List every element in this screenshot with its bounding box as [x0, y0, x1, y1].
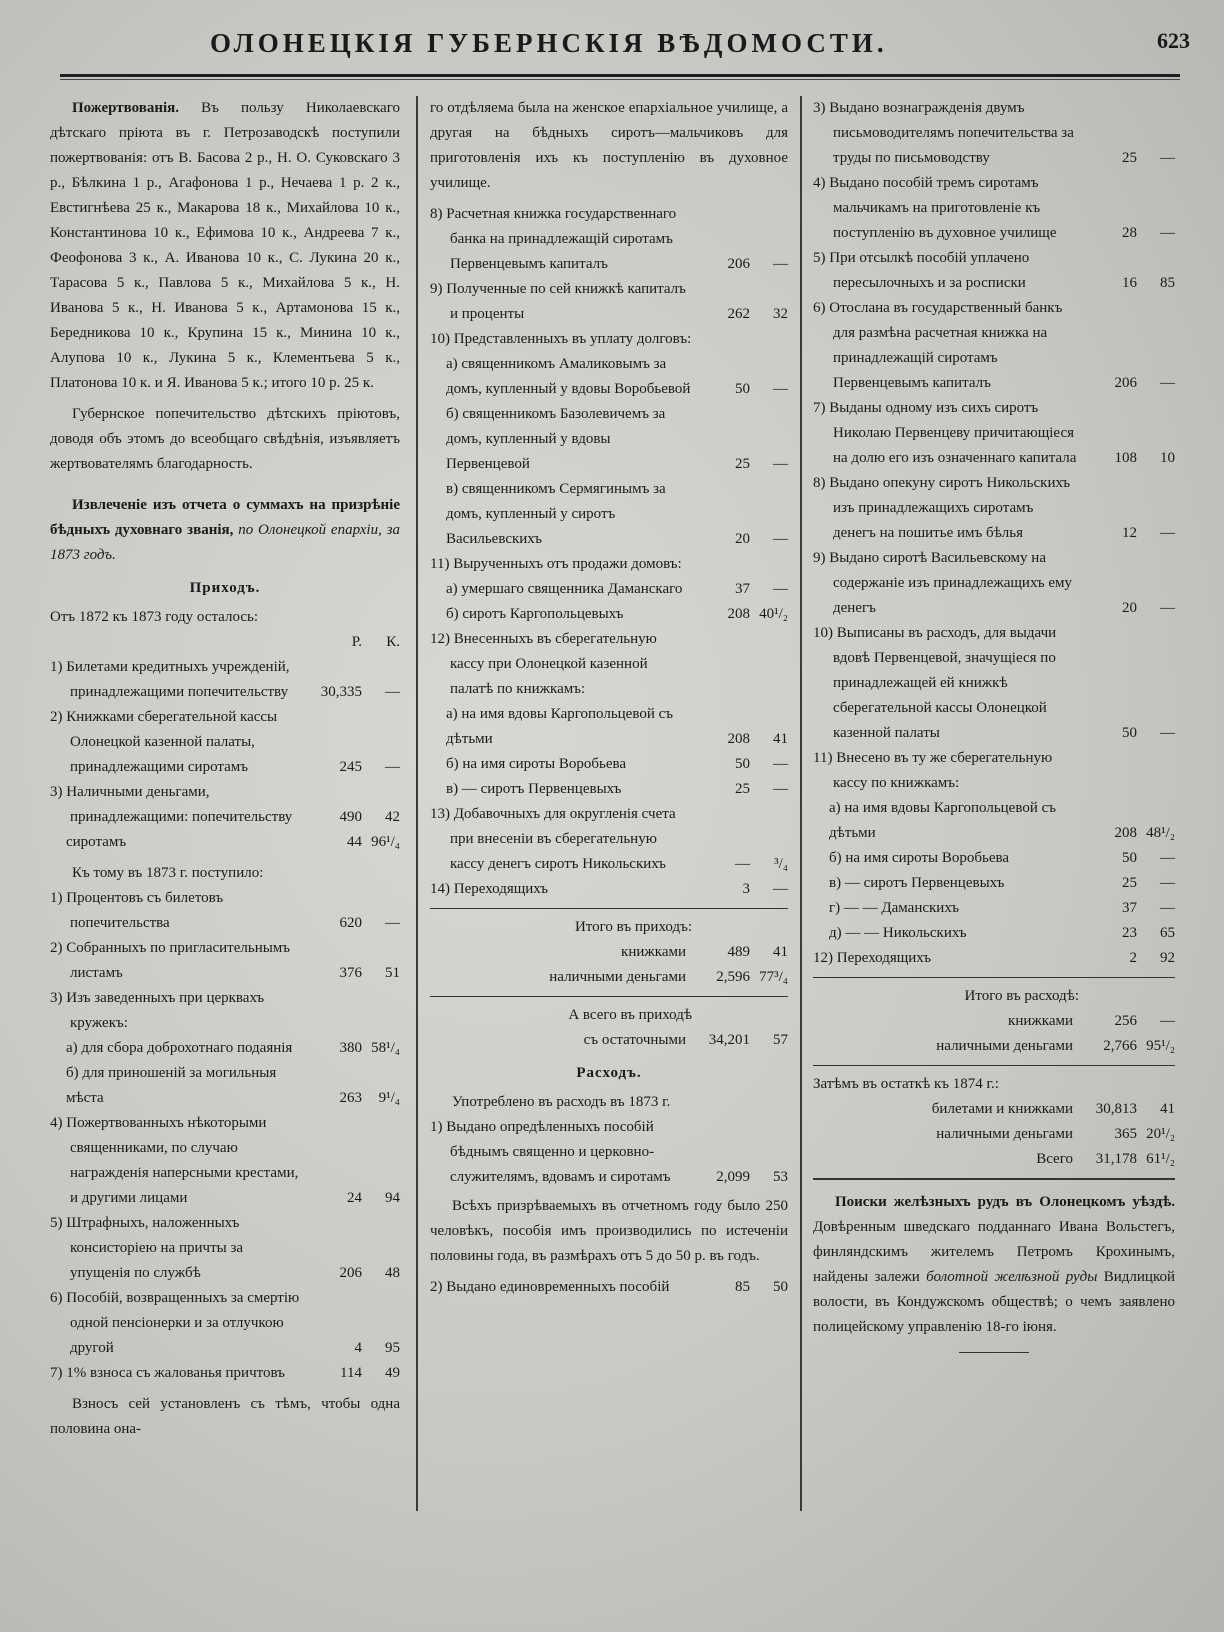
ledger-row	[813, 871, 1175, 896]
ledger-rubles: 16	[1122, 275, 1137, 291]
ledger-item-text: д) — — Никольскихъ	[829, 925, 967, 941]
ledger-item-text: в) — сиротъ Первенцевыхъ	[829, 875, 1005, 891]
ledger-item-text: 13) Добавочныхъ для округленія счета при внесеніи въ сберегательную кассу денегъ сиротъ Никольскихъ	[430, 806, 676, 872]
ledger-item-text: а) на имя вдовы Каргопольцевой съ дѣтьми	[446, 706, 674, 747]
ledger-kopecks: ³/₄	[774, 856, 788, 872]
ledger-rubles: 206	[727, 256, 750, 272]
divider	[430, 908, 788, 909]
ledger-rubles: 30,335	[320, 684, 362, 700]
ledger-rubles: 490	[339, 809, 362, 825]
column-divider-right	[800, 96, 802, 1511]
ledger-rubles: 28	[1122, 225, 1137, 241]
ledger-rubles: 3	[742, 881, 750, 897]
ledger-row	[50, 705, 400, 780]
ledger-rubles: 376	[339, 965, 362, 981]
ledger-row	[430, 777, 788, 802]
income-items-list	[430, 202, 788, 902]
divider	[813, 1065, 1175, 1066]
ledger-item-text: 14) Переходящихъ	[430, 881, 548, 897]
ledger-rubles: 4	[354, 1340, 362, 1356]
ledger-item-text: 8) Расчетная книжка государственнаго банка на принадлежащій сиротамъ Первенцевымъ капиталъ	[430, 206, 677, 272]
ledger-kopecks: 48¹/₂	[1146, 825, 1175, 841]
ledger-item-text: 5) При отсылкѣ пособій уплачено пересылочныхъ и за росписки	[813, 250, 1030, 291]
ledger-rubles: 206	[339, 1265, 362, 1281]
received-line: Къ тому въ 1873 г. поступило:	[72, 865, 264, 881]
ledger-item-text: 1) Билетами кредитныхъ учрежденій, принадлежащими попечительству	[50, 659, 290, 700]
page-number: 623	[1157, 28, 1190, 53]
ledger-item-text: 4) Пожертвованныхъ нѣкоторыми священниками, по случаю награжденія наперсными крестами, и другими лицами	[50, 1115, 299, 1206]
ledger-item-text: 2) Книжками сберегательной кассы Олонецкой казенной палаты, принадлежащими сиротамъ	[50, 709, 278, 775]
ledger-rubles: 620	[339, 915, 362, 931]
ledger-row	[813, 746, 1175, 796]
ledger-kopecks: 42	[385, 809, 400, 825]
ledger-item-text: 3) Изъ заведенныхъ при церквахъ кружекъ:	[50, 990, 265, 1031]
ledger-row	[813, 171, 1175, 246]
ledger-row	[813, 246, 1175, 296]
ledger-item-text: б) для приношеній за могильныя мѣста	[66, 1065, 277, 1106]
ledger-kopecks: —	[385, 759, 400, 775]
income-heading: Приходъ.	[189, 580, 261, 596]
used-line: Употреблено въ расходъ въ 1873 г.	[452, 1094, 671, 1110]
newspaper-title: ОЛОНЕЦКІЯ ГУБЕРНСКІЯ ВѢДОМОСТИ.	[210, 28, 888, 58]
ledger-row	[813, 96, 1175, 171]
ledger-item-text: 12) Внесенныхъ въ сберегательную кассу при Олонецкой казенной палатѣ по книжкамъ:	[430, 631, 657, 697]
column-middle	[430, 96, 788, 1300]
ledger-item-text: 8) Выдано опекуну сиротъ Никольскихъ изъ принадлежащихъ сиротамъ денегъ на пошитье имъ бѣлья	[813, 475, 1071, 541]
ledger-kopecks: —	[1160, 875, 1175, 891]
donations-lead: Пожертвованія.	[72, 100, 180, 116]
ledger-kopecks: 51	[385, 965, 400, 981]
ledger-rubles: 2	[1129, 950, 1137, 966]
ledger-row	[813, 896, 1175, 921]
ledger-rubles: 12	[1122, 525, 1137, 541]
ledger-item-text: б) на имя сироты Воробьева	[829, 850, 1010, 866]
ledger-row	[50, 1111, 400, 1211]
income-received-list	[50, 886, 400, 1386]
ledger-kopecks: —	[773, 881, 788, 897]
ore-paragraph: Поиски желѣзныхъ рудъ въ Олонецкомъ уѣздѣ. Довѣренным шведскаго подданнаго Ивана Вольстегъ, финляндскимъ жителемъ Петромъ Крохинымъ, найдены залежи болотной желѣзной руды Видлицкой волости, въ Кондужскомъ обществѣ; о чемъ заявлено полицейскому управленію 18-го іюня.	[813, 1194, 1176, 1335]
ledger-kopecks: 48	[385, 1265, 400, 1281]
total-income-label: Итого въ приходъ:	[574, 919, 692, 935]
ledger-kopecks: —	[1160, 525, 1175, 541]
ledger-kopecks: 41	[773, 731, 788, 747]
ledger-item-text: б) на имя сироты Воробьева	[446, 756, 627, 772]
header-rule	[60, 74, 1180, 77]
masthead	[60, 26, 1190, 66]
ledger-rubles: 50	[1122, 850, 1137, 866]
ledger-item-text: 6) Отослана въ государственный банкъ для размѣна расчетная книжка на принадлежащій сиротамъ Первенцевымъ капиталъ	[813, 300, 1063, 391]
ledger-rubles: 208	[727, 606, 750, 622]
ledger-rubles: 50	[1122, 725, 1137, 741]
ledger-row	[50, 1361, 400, 1386]
grand-total-row: Всего 31,178 61¹/₂	[1036, 1151, 1175, 1167]
column-divider-left	[416, 96, 418, 1511]
ledger-kopecks: 10	[1160, 450, 1175, 466]
note-text: Всѣхъ призрѣваемыхъ въ отчетномъ году было 250 человѣкъ, пособія имъ производились по истеченіи половины года, въ размѣрахъ отъ 5 до 50 р. въ годъ.	[430, 1198, 788, 1264]
ledger-rubles: 114	[340, 1365, 362, 1381]
ledger-row	[50, 1061, 400, 1111]
ledger-row	[430, 602, 788, 627]
divider	[813, 977, 1175, 978]
ledger-kopecks: 9¹/₄	[378, 1090, 400, 1106]
ledger-rubles: 263	[339, 1090, 362, 1106]
closing-text: Взносъ сей установленъ съ тѣмъ, чтобы одна половина она-	[50, 1396, 400, 1437]
total-cash-row: наличными деньгами 2,596 77³/₄	[549, 969, 788, 985]
ledger-rubles: 108	[1114, 450, 1137, 466]
ledger-row	[813, 396, 1175, 471]
ledger-row	[50, 655, 400, 705]
ledger-rubles: 50	[735, 756, 750, 772]
ledger-item-text: б) священникомъ Базолевичемъ за домъ, купленный у вдовы Первенцевой	[446, 406, 666, 472]
end-rule	[959, 1352, 1029, 1353]
ledger-row	[50, 1036, 400, 1061]
column-left	[50, 96, 400, 1448]
ledger-kopecks: —	[1160, 150, 1175, 166]
ledger-item-text: 2) Собранныхъ по пригласительнымъ листамъ	[50, 940, 291, 981]
divider	[813, 1178, 1175, 1180]
ledger-kopecks: 65	[1160, 925, 1175, 941]
ledger-row	[50, 780, 400, 830]
expense-item: 1) Выдано опредѣленныхъ пособій бѣднымъ священно и церковно-служителямъ, вдовамъ и сиротамъ 2,099 53	[430, 1119, 788, 1185]
ledger-row	[813, 546, 1175, 621]
ledger-row	[430, 477, 788, 552]
ledger-row	[430, 802, 788, 877]
ledger-item-text: 11) Внесено въ ту же сберегательную кассу по книжкамъ:	[813, 750, 1053, 791]
exp-cash-row: наличными деньгами 2,766 95¹/₂	[936, 1038, 1175, 1054]
ledger-item-text: 3) Наличными деньгами, принадлежащими: попечительству	[50, 784, 293, 825]
expense-heading: Расходъ.	[576, 1065, 642, 1081]
header-rule-thin	[60, 79, 1180, 80]
ledger-item-text: 5) Штрафныхъ, наложенныхъ консисторіею на причты за упущенія по службѣ	[50, 1215, 244, 1281]
ledger-row	[430, 577, 788, 602]
ledger-item-text: 10) Представленныхъ въ уплату долговъ:	[430, 331, 692, 347]
column-right	[813, 96, 1175, 1365]
ledger-kopecks: 49	[385, 1365, 400, 1381]
ledger-item-text: а) на имя вдовы Каргопольцевой съ дѣтьми	[829, 800, 1057, 841]
continuation-text: го отдѣляема была на женское епархіальное училище, а другая на бѣдныхъ сиротъ—мальчиковъ для приготовленія ихъ къ поступленію въ духовное училище.	[430, 100, 788, 191]
report-title: Извлеченіе изъ отчета о суммахъ на призрѣніе бѣдныхъ духовнаго званія, по Олонецкой епархіи, за 1873 годъ.	[50, 497, 401, 563]
ledger-rubles: 25	[735, 781, 750, 797]
ledger-row	[430, 752, 788, 777]
ledger-item-text: а) умершаго священника Даманскаго	[446, 581, 683, 597]
ledger-kopecks: 40¹/₂	[759, 606, 788, 622]
ledger-rubles: 262	[727, 306, 750, 322]
ledger-rubles: 37	[1122, 900, 1137, 916]
ledger-row	[430, 352, 788, 402]
ledger-rubles: 44	[347, 834, 362, 850]
ledger-row	[430, 327, 788, 352]
ledger-item-text: 10) Выписаны въ расходъ, для выдачи вдовѣ Первенцевой, значущіеся по принадлежащей ей книжкѣ сберегательной кассы Олонецкой казенной палаты	[813, 625, 1057, 741]
ledger-item-text: б) сиротъ Каргопольцевыхъ	[446, 606, 624, 622]
rem-cash-row: наличными деньгами 365 20¹/₂	[936, 1126, 1175, 1142]
ledger-rubles: 380	[339, 1040, 362, 1056]
ledger-kopecks: 58¹/₄	[371, 1040, 400, 1056]
ledger-row	[50, 986, 400, 1036]
ledger-rubles: 25	[735, 456, 750, 472]
ledger-row	[430, 552, 788, 577]
ledger-item-text: в) священникомъ Сермягинымъ за домъ, купленный у сиротъ Васильевскихъ	[446, 481, 666, 547]
ledger-row	[50, 886, 400, 936]
ledger-item-text: 9) Полученные по сей книжкѣ капиталъ и проценты	[430, 281, 686, 322]
ledger-rubles: 20	[1122, 600, 1137, 616]
ledger-row	[430, 702, 788, 752]
ledger-kopecks: —	[385, 684, 400, 700]
exp-books-row: книжками 256 —	[1008, 1013, 1175, 1029]
ledger-row	[813, 946, 1175, 971]
ledger-kopecks: 94	[385, 1190, 400, 1206]
ledger-kopecks: —	[773, 256, 788, 272]
ledger-row	[813, 296, 1175, 396]
rem-bills-row: билетами и книжками 30,813 41	[931, 1101, 1175, 1117]
ledger-item-text: а) священникомъ Амаликовымъ за домъ, купленный у вдовы Воробьевой	[446, 356, 691, 397]
ledger-kopecks: —	[773, 531, 788, 547]
ledger-item-text: 11) Вырученныхъ отъ продажи домовъ:	[430, 556, 682, 572]
ledger-rubles: 20	[735, 531, 750, 547]
ledger-item-text: 7) 1% взноса съ жалованья причтовъ	[50, 1365, 285, 1381]
ledger-kopecks: 92	[1160, 950, 1175, 966]
ledger-row	[50, 936, 400, 986]
ledger-rubles: 245	[339, 759, 362, 775]
remainder-label: Затѣмъ въ остаткѣ къ 1874 г.:	[813, 1076, 999, 1092]
divider	[430, 996, 788, 997]
ledger-row	[813, 471, 1175, 546]
ledger-kopecks: —	[1160, 850, 1175, 866]
ledger-rubles: 37	[735, 581, 750, 597]
expense-item: 2) Выдано единовременныхъ пособій 85 50	[430, 1279, 788, 1295]
ledger-rubles: 25	[1122, 875, 1137, 891]
ledger-item-text: 12) Переходящихъ	[813, 950, 931, 966]
ledger-row	[50, 1211, 400, 1286]
ledger-row	[813, 921, 1175, 946]
ledger-item-text: 1) Процентовъ съ билетовъ попечительства	[50, 890, 224, 931]
thanks-paragraph: Губернское попечительство дѣтскихъ пріютовъ, доводя объ этомъ до всеобщаго свѣдѣнія, изъявляетъ жертвователямъ благодарность.	[50, 406, 400, 472]
ledger-row	[430, 402, 788, 477]
ledger-kopecks: 95	[385, 1340, 400, 1356]
all-income-row: съ остаточными 34,201 57	[583, 1032, 788, 1048]
ledger-kopecks: —	[1160, 225, 1175, 241]
ledger-kopecks: —	[773, 781, 788, 797]
ledger-row	[50, 830, 400, 855]
ledger-row	[813, 846, 1175, 871]
ledger-item-text: г) — — Даманскихъ	[829, 900, 960, 916]
ledger-item-text: 7) Выданы одному изъ сихъ сиротъ Николаю Первенцеву причитающіеся на долю его изъ означеннаго капитала	[813, 400, 1077, 466]
ledger-kopecks: 32	[773, 306, 788, 322]
income-remained-list	[50, 655, 400, 855]
total-books-row: книжками 489 41	[621, 944, 788, 960]
ledger-kopecks: —	[773, 456, 788, 472]
ledger-rubles: 23	[1122, 925, 1137, 941]
all-income-label: А всего въ приходѣ	[568, 1007, 692, 1023]
ledger-kopecks: —	[1160, 900, 1175, 916]
ledger-kopecks: —	[1160, 725, 1175, 741]
ledger-kopecks: 85	[1160, 275, 1175, 291]
ledger-rubles: 50	[735, 381, 750, 397]
ledger-kopecks: 96¹/₄	[371, 834, 400, 850]
ledger-kopecks: —	[773, 756, 788, 772]
ledger-item-text: сиротамъ	[66, 834, 127, 850]
ledger-rubles: 206	[1114, 375, 1137, 391]
ledger-item-text: 9) Выдано сиротѣ Васильевскому на содержаніе изъ принадлежащихъ ему денегъ	[813, 550, 1073, 616]
ledger-item-text: а) для сбора доброхотнаго подаянія	[66, 1040, 293, 1056]
ledger-rubles: 25	[1122, 150, 1137, 166]
ledger-kopecks: —	[385, 915, 400, 931]
ledger-item-text: 3) Выдано вознагражденія двумъ письмоводителямъ попечительства за труды по письмоводству	[813, 100, 1074, 166]
ledger-row	[813, 621, 1175, 746]
ledger-row	[430, 877, 788, 902]
total-expense-label: Итого въ расходѣ:	[964, 988, 1079, 1004]
ledger-row	[430, 627, 788, 702]
donations-text: Въ пользу Николаевскаго дѣтскаго пріюта въ г. Петрозаводскѣ поступили пожертвованія: отъ В. Басова 2 р., Н. О. Суковскаго 3 р., Бѣлкина 1 р., Агафонова 1 р., Нечаева 1 р. 2 к., Евстигнѣева 25 к., Макарова 18 к., Михайлова 10 к., Константинова 10 к., Ефимова 10 к., Андреева 7 к., Феофонова 3 к., А. Иванова 10 к., С. Лукина 20 к., Тарасова 5 к., Павлова 5 к., Михайлова 5 к., Н. Иванова 5 к., Н. Иванова 5 к., Артамонова 15 к., Бередникова 10 к., Крупина 15 к., Минина 10 к., Алупова 10 к., Лукина 5 к., Клементьева 5 к., Платонова 10 к. и Я. Иванова 5 к.; итого 10 р. 25 к.	[50, 100, 400, 391]
ledger-rubles: 208	[1114, 825, 1137, 841]
ledger-item-text: 4) Выдано пособій тремъ сиротамъ мальчикамъ на приготовленіе къ поступленію въ духовное училище	[813, 175, 1057, 241]
ledger-row	[813, 796, 1175, 846]
ledger-rubles: 208	[727, 731, 750, 747]
ledger-row	[430, 202, 788, 277]
ledger-row	[430, 277, 788, 327]
rk-header: Р. К.	[351, 634, 400, 650]
ledger-rubles: —	[735, 856, 750, 872]
remained-line: Отъ 1872 къ 1873 году осталось:	[50, 609, 259, 625]
ledger-row	[50, 1286, 400, 1361]
ledger-item-text: в) — сиротъ Первенцевыхъ	[446, 781, 622, 797]
ledger-kopecks: —	[1160, 375, 1175, 391]
ledger-kopecks: —	[773, 381, 788, 397]
ledger-kopecks: —	[773, 581, 788, 597]
donations-paragraph	[50, 96, 400, 396]
ledger-kopecks: —	[1160, 600, 1175, 616]
ledger-item-text: 6) Пособій, возвращенныхъ за смертію одной пенсіонерки и за отлучкою другой	[50, 1290, 300, 1356]
expense-items-list	[813, 96, 1175, 971]
ledger-rubles: 24	[347, 1190, 362, 1206]
